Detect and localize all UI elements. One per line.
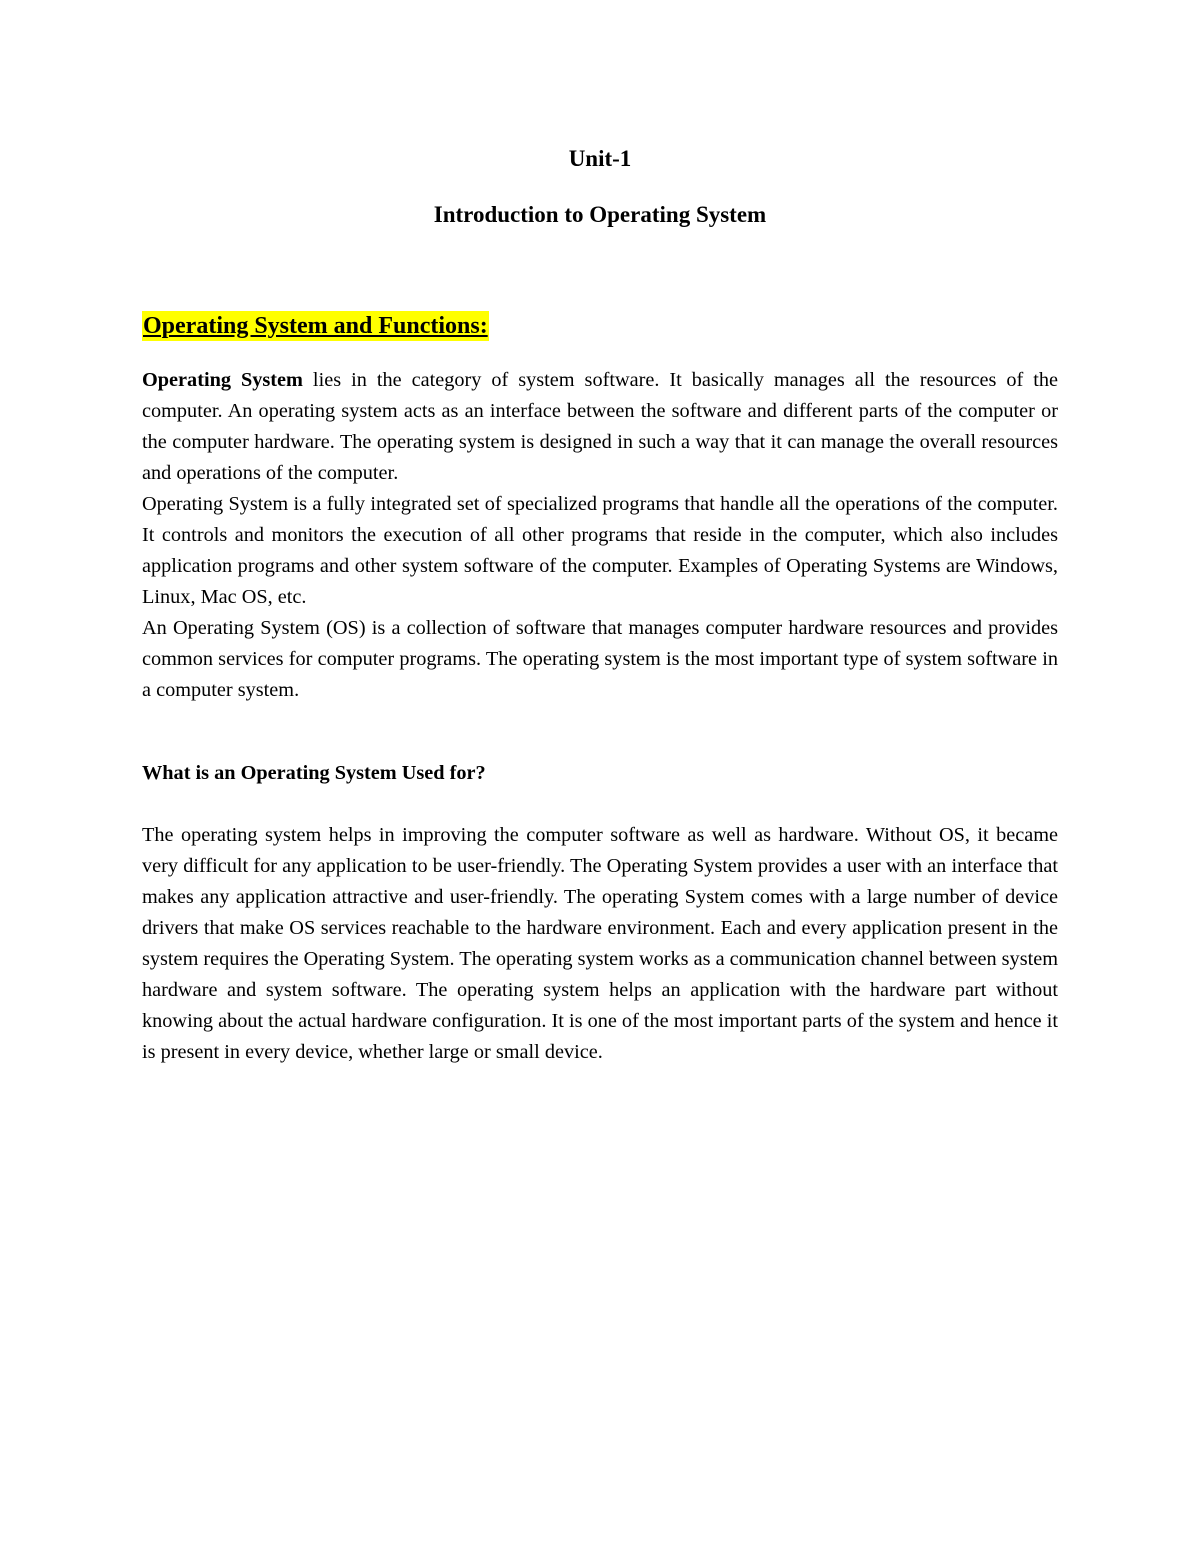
document-title: Introduction to Operating System <box>433 202 767 227</box>
paragraph-os-integrated-set: Operating System is a fully integrated set of specialized programs that handle all the operations of the computer. It controls and monitors the execution of all other programs that reside in the computer, which also includes application programs and other system software of the computer. Examples of Operating Systems are Windows, Linux, Mac OS, etc. <box>142 493 1058 608</box>
paragraph-os-definition <box>142 365 1058 489</box>
paragraph-text: lies in the category of system software. It basically manages all the resources of the computer. An operating system acts as an interface between the software and different parts of the computer or the computer hardware. The operating system is designed in such a way that it can manage the overall resources and operations of the computer. <box>142 369 1058 484</box>
paragraph-lead-term: Operating System <box>142 369 303 391</box>
section-body-used-for <box>142 820 1058 1068</box>
section-body-functions <box>142 365 1058 706</box>
paragraph-os-collection: An Operating System (OS) is a collection of software that manages computer hardware resources and provides common services for computer programs. The operating system is the most important type of system software in a computer system. <box>142 617 1058 701</box>
paragraph-os-uses: The operating system helps in improving the computer software as well as hardware. Without OS, it became very difficult for any application to be user-friendly. The Operating System provides a user with an interface that makes any application attractive and user-friendly. The operating System comes with a large number of device drivers that make OS services reachable to the hardware environment. Each and every application present in the system requires the Operating System. The operating system works as a communication channel between system hardware and system software. The operating system helps an application with the hardware part without knowing about the actual hardware configuration. It is one of the most important parts of the system and hence it is present in every device, whether large or small device. <box>142 824 1059 1063</box>
section-heading-functions: Operating System and Functions: <box>143 313 488 339</box>
unit-title: Unit-1 <box>568 146 632 171</box>
section-heading-used-for: What is an Operating System Used for? <box>142 762 486 784</box>
